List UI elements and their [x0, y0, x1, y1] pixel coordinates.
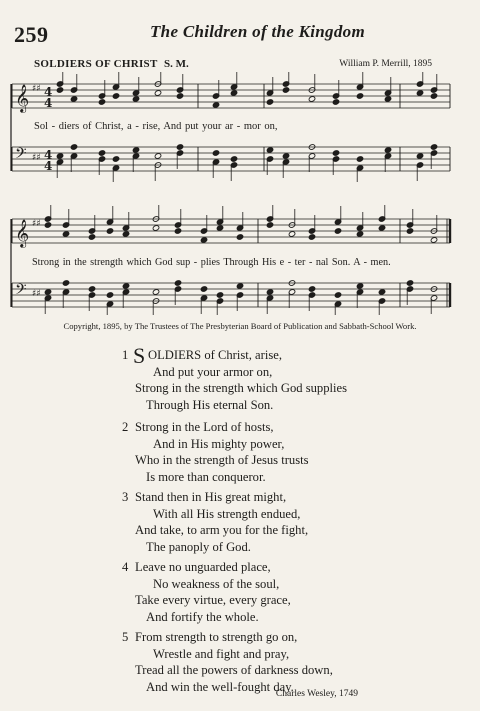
page-number: 259: [14, 22, 49, 47]
notehead-icon: [176, 144, 183, 150]
verse-line: No weakness of the soul,: [153, 576, 280, 591]
verse-number: 2: [122, 420, 129, 434]
drop-cap: S: [133, 343, 146, 368]
notehead-icon: [154, 153, 161, 159]
key-signature-icon: ♯♯: [32, 219, 41, 229]
verse-line: Stand then in His great might,: [135, 490, 287, 504]
notehead-icon: [112, 156, 119, 162]
verse-line: With all His strength endued,: [153, 506, 301, 521]
hymn-title: SOLDIERS OF CHRIST: [34, 58, 158, 70]
notehead-icon: [266, 222, 273, 228]
notehead-icon: [384, 96, 391, 102]
notehead-icon: [216, 225, 223, 231]
key-signature-icon: ♯♯: [32, 153, 41, 163]
notehead-icon: [308, 286, 315, 292]
notehead-icon: [176, 93, 183, 99]
verse-line: Tread all the powers of darkness down,: [135, 663, 333, 678]
notehead-icon: [288, 231, 295, 237]
notehead-icon: [70, 144, 77, 150]
notehead-icon: [266, 289, 273, 295]
notehead-icon: [44, 222, 51, 228]
notehead-icon: [212, 102, 219, 108]
notehead-icon: [416, 90, 423, 96]
notehead-icon: [378, 289, 385, 295]
notehead-icon: [106, 292, 113, 298]
verse-line: Is more than conqueror.: [146, 469, 266, 484]
copyright-notice: Copyright, 1895, by The Trustees of The Presbyterian Board of Publication and Sabbath-School Work.: [63, 321, 417, 331]
verse-line: Wrestle and fight and pray,: [153, 646, 290, 661]
verse-number: 3: [122, 490, 129, 504]
notehead-icon: [334, 292, 341, 298]
notehead-icon: [200, 237, 207, 243]
verse-line: And fortify the whole.: [146, 609, 259, 624]
notehead-icon: [356, 283, 363, 289]
notehead-icon: [88, 234, 95, 240]
verse-line: And put your armor on,: [153, 364, 273, 379]
notehead-icon: [56, 153, 63, 159]
hymn-meter: S. M.: [164, 58, 189, 70]
verse-number: 5: [122, 630, 129, 644]
bass-clef-icon: 𝄢: [15, 281, 27, 302]
notehead-icon: [236, 283, 243, 289]
notehead-icon: [332, 99, 339, 105]
notehead-icon: [56, 87, 63, 93]
notehead-icon: [152, 289, 159, 295]
notehead-icon: [152, 225, 159, 231]
notehead-icon: [406, 228, 413, 234]
time-signature-icon: 4: [44, 96, 53, 110]
notehead-icon: [62, 280, 69, 286]
notehead-icon: [430, 237, 437, 243]
verse-line: Take every virtue, every grace,: [135, 593, 291, 608]
verse-number: 1: [122, 348, 129, 362]
notehead-icon: [98, 99, 105, 105]
verse-number: 4: [122, 560, 129, 574]
author-credit: Charles Wesley, 1749: [275, 689, 358, 699]
time-signature-icon: 4: [44, 159, 53, 173]
key-signature-icon: ♯♯: [32, 289, 41, 299]
notehead-icon: [154, 90, 161, 96]
notehead-icon: [230, 156, 237, 162]
notehead-icon: [356, 231, 363, 237]
treble-clef-icon: 𝄞: [15, 219, 30, 247]
notehead-icon: [44, 289, 51, 295]
composer-credit: William P. Merrill, 1895: [339, 59, 432, 69]
notehead-icon: [132, 96, 139, 102]
notehead-icon: [212, 150, 219, 156]
notehead-icon: [230, 90, 237, 96]
notehead-icon: [174, 228, 181, 234]
notehead-icon: [266, 147, 273, 153]
notehead-icon: [282, 153, 289, 159]
notehead-icon: [112, 93, 119, 99]
notehead-icon: [266, 99, 273, 105]
notehead-icon: [62, 231, 69, 237]
notehead-icon: [98, 150, 105, 156]
notehead-icon: [332, 150, 339, 156]
notehead-icon: [200, 286, 207, 292]
verse-line: Who in the strength of Jesus trusts: [135, 453, 309, 468]
time-signature-icon: 4: [44, 85, 53, 99]
notehead-icon: [308, 234, 315, 240]
verse-line: Strong in the strength which God supplies: [135, 381, 347, 396]
notehead-icon: [174, 280, 181, 286]
treble-clef-icon: 𝄞: [15, 84, 30, 112]
verse-line: OLDIERS of Christ, arise,: [148, 348, 282, 362]
notehead-icon: [106, 228, 113, 234]
notehead-icon: [308, 96, 315, 102]
notehead-icon: [70, 96, 77, 102]
verse-line: From strength to strength go on,: [135, 630, 298, 644]
notehead-icon: [282, 87, 289, 93]
notehead-icon: [384, 147, 391, 153]
verse-line: The panoply of God.: [146, 539, 251, 554]
verse-line: And win the well-fought day.: [146, 679, 294, 694]
notehead-icon: [356, 93, 363, 99]
verse-line: Through His eternal Son.: [146, 397, 274, 412]
lyrics-system-2: Strong in the strength which God sup - plies Through His e - ter - nal Son. A - men.: [32, 257, 391, 268]
notehead-icon: [334, 228, 341, 234]
notehead-icon: [122, 283, 129, 289]
notehead-icon: [416, 153, 423, 159]
lyrics-system-1: Sol - diers of Christ, a - rise, And put your ar - mor on,: [34, 121, 278, 132]
notehead-icon: [356, 156, 363, 162]
key-signature-icon: ♯♯: [32, 84, 41, 94]
notehead-icon: [378, 225, 385, 231]
notehead-icon: [122, 231, 129, 237]
verse-line: Strong in the Lord of hosts,: [135, 420, 274, 434]
notehead-icon: [88, 286, 95, 292]
running-head: The Children of the Kingdom: [150, 22, 365, 41]
notehead-icon: [430, 144, 437, 150]
notehead-icon: [430, 93, 437, 99]
time-signature-icon: 4: [44, 148, 53, 162]
bass-clef-icon: 𝄢: [15, 145, 27, 166]
notehead-icon: [406, 280, 413, 286]
verse-line: Leave no unguarded place,: [135, 560, 271, 574]
verse-line: And in His mighty power,: [153, 436, 285, 451]
notehead-icon: [132, 147, 139, 153]
notehead-icon: [236, 234, 243, 240]
verse-line: And take, to arm you for the fight,: [135, 523, 309, 538]
notehead-icon: [216, 292, 223, 298]
